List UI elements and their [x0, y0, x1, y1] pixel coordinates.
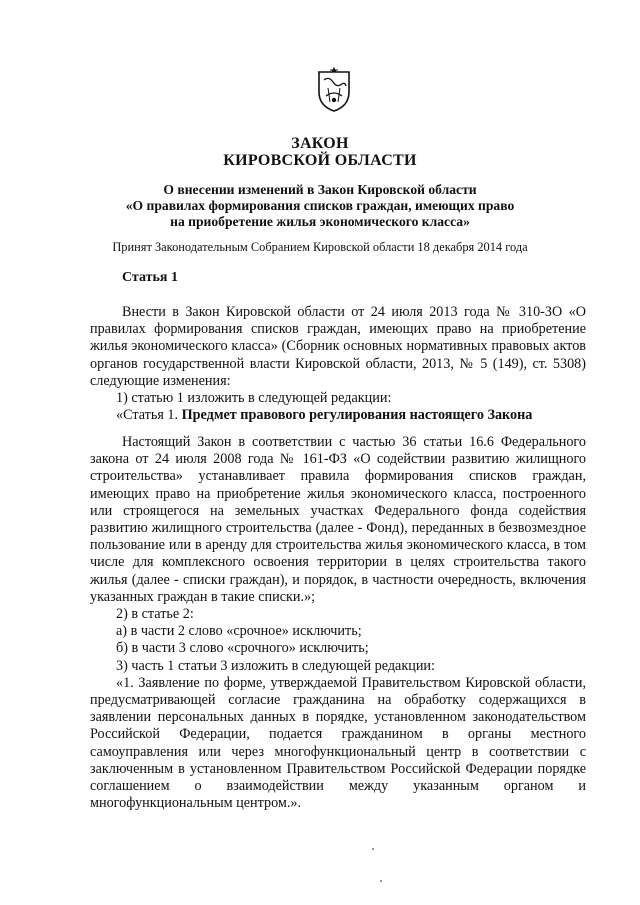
law-subtitle: [60, 182, 580, 230]
law-title-line: ЗАКОН: [291, 135, 349, 152]
article-heading: Статья 1: [122, 270, 178, 285]
subtitle-line: «О правилах формирования списков граждан, имеющих право: [125, 198, 515, 213]
law-title-line: КИРОВСКОЙ ОБЛАСТИ: [223, 152, 417, 169]
scan-speck: [380, 880, 382, 882]
quote-title: Предмет правового регулирования настоящего Закона: [181, 407, 533, 424]
item-1-text: Настоящий Закон в соответствии с частью 36 статьи 16.6 Федерального закона от 24 июля 2008 года № 161-ФЗ «О содействии развитию жилищного строительства» устанавливает правила формирования списков граждан, имеющих право на приобретение жилья экономического класса, построенного или строящегося на земельных участках Федерального фонда содействия развитию жилищного строительства (далее - Фонд), переданных в безвозмездное пользование или в аренду для строительства жилья экономического класса, в том числе для комплексного освоения территории в целях строительства такого жилья (далее - списки граждан), и порядок, в частности очередность, включения указанных граждан в такие списки.»;: [90, 434, 586, 605]
law-title: [60, 135, 580, 169]
subtitle-line: на приобретение жилья экономического класса»: [170, 214, 470, 229]
item-3: 3) часть 1 статьи 3 изложить в следующей редакции:: [116, 657, 435, 674]
adoption-note: Принят Законодательным Собранием Кировской области 18 декабря 2014 года: [112, 240, 528, 254]
article-body-part1: [90, 304, 586, 424]
coat-of-arms-icon: [316, 66, 352, 112]
item-2: 2) в статье 2:: [116, 606, 194, 623]
scan-speck: [372, 848, 374, 850]
item-1-quote-heading: [90, 407, 586, 424]
subtitle-line: О внесении изменений в Закон Кировской области: [163, 182, 477, 197]
item-1: 1) статью 1 изложить в следующей редакции:: [116, 390, 392, 407]
item-2a: а) в части 2 слово «срочное» исключить;: [116, 623, 362, 640]
intro-paragraph: Внести в Закон Кировской области от 24 июля 2013 года № 310-ЗО «О правилах формирования списков граждан, имеющих право на приобретение жилья экономического класса» (Сборник основных нормативных правовых актов органов государственной власти Кировской области, 2013, № 5 (149), ст. 5308) следующие изменения:: [90, 304, 586, 389]
item-3-text: «1. Заявление по форме, утверждаемой Правительством Кировской области, предусматривающей согласие гражданина на обработку содержащихся в заявлении персональных данных в порядке, установленном законодательством Российской Федерации, подается гражданином в органы местного самоуправления или через многофункциональный центр в соответствии с заключенным в установленном Правительством Российской Федерации порядке соглашением о взаимодействии между указанным органом и многофункциональным центром.».: [90, 674, 586, 812]
item-2b: б) в части 3 слово «срочного» исключить;: [116, 640, 369, 657]
quote-prefix: «Статья 1.: [116, 407, 182, 424]
article-body-part2: [90, 434, 586, 812]
